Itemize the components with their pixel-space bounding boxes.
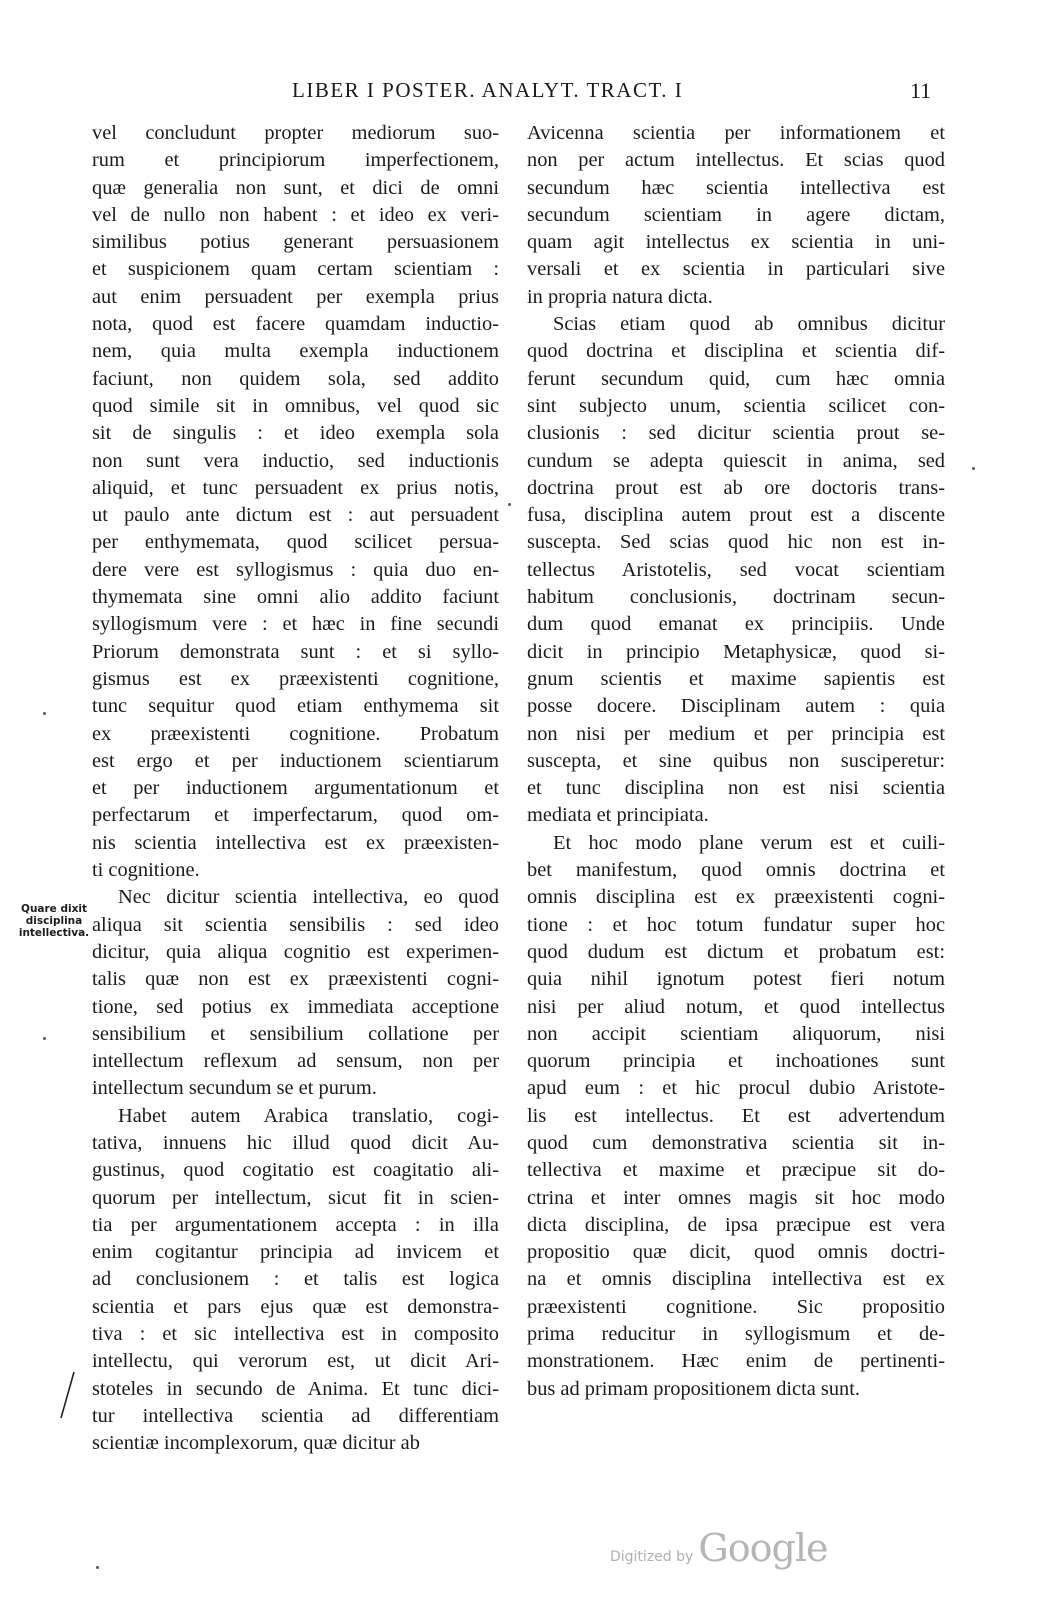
text-line: syllogismum vere : et hæc in fine secundi: [92, 613, 499, 636]
stray-speck: [96, 1566, 99, 1569]
text-line: rum et principiorum imperfectionem,: [92, 149, 499, 172]
text-line: versali et ex scientia in particulari sive: [527, 258, 945, 281]
text-line: bus ad primam propositionem dicta sunt.: [527, 1377, 861, 1400]
text-line: clusionis : sed dicitur scientia prout se-: [527, 422, 945, 445]
text-line: na et omnis disciplina intellectiva est ex: [527, 1268, 945, 1291]
text-line: Scias etiam quod ab omnibus dicitur: [553, 313, 945, 336]
marginal-note-line: disciplina: [25, 915, 83, 927]
left-column: [92, 120, 499, 1458]
text-line: nisi per aliud notum, et quod intellectus: [527, 995, 945, 1018]
text-line: quæ generalia non sunt, et dici de omni: [92, 176, 499, 199]
text-line: suscepta. Sed scias quod hic non est in-: [527, 531, 945, 554]
google-logo: Google: [698, 1526, 828, 1570]
text-line: tia per argumentationem accepta : in illa: [92, 1213, 499, 1236]
text-line: non per actum intellectus. Et scias quod: [527, 149, 945, 172]
text-line: secundum scientiam in agere dictam,: [527, 203, 945, 226]
text-line: tellectiva et maxime et præcipue sit do-: [527, 1159, 945, 1182]
text-line: secundum hæc scientia intellectiva est: [527, 176, 945, 199]
text-line: sint subjecto unum, scientia scilicet con-: [527, 394, 945, 417]
stray-speck: [43, 712, 46, 715]
text-line: tione, sed potius ex immediata acceptione: [92, 995, 499, 1018]
text-line: omnis disciplina est ex præexistenti cogni-: [527, 886, 945, 909]
text-line: gnum scientis et maxime sapientis est: [527, 667, 945, 690]
text-line: quia nihil ignotum potest fieri notum: [527, 968, 945, 991]
text-line: aut enim persuadent per exempla prius: [92, 285, 499, 308]
text-line: stoteles in secundo de Anima. Et tunc dici-: [92, 1377, 499, 1400]
text-line: et per inductionem argumentationum et: [92, 777, 499, 800]
text-line: quorum principia et inchoationes sunt: [527, 1050, 945, 1073]
running-header: [0, 78, 1055, 108]
text-line: aliqua sit scientia sensibilis : sed ideo: [92, 913, 499, 936]
text-line: prima reducitur in syllogismum et de-: [527, 1323, 945, 1346]
text-line: et suspicionem quam certam scientiam :: [92, 258, 499, 281]
text-line: tione : et hoc totum fundatur super hoc: [527, 913, 945, 936]
text-line: enim cogitantur principia ad invicem et: [92, 1241, 499, 1264]
text-line: intellectu, qui verorum est, ut dicit Ari-: [92, 1350, 499, 1373]
text-line: ex præexistenti cognitione. Probatum: [92, 722, 499, 745]
text-line: nem, quia multa exempla inductionem: [92, 340, 499, 363]
text-line: gustinus, quod cogitatio est coagitatio ali-: [92, 1159, 499, 1182]
text-line: ut paulo ante dictum est : aut persuadent: [92, 504, 499, 527]
text-line: tur intellectiva scientia ad differentiam: [92, 1404, 499, 1427]
text-line: ad conclusionem : et talis est logica: [92, 1268, 499, 1291]
text-line: propositio quæ dicit, quod omnis doctri-: [527, 1241, 945, 1264]
text-line: similibus potius generant persuasionem: [92, 231, 499, 254]
digitization-watermark: [610, 1526, 827, 1570]
text-line: intellectum reflexum ad sensum, non per: [92, 1050, 499, 1073]
text-line: scientiæ incomplexorum, quæ dicitur ab: [92, 1432, 420, 1455]
marginal-note: [14, 903, 94, 939]
text-line: tunc sequitur quod etiam enthymema sit: [92, 695, 499, 718]
text-line: thymemata sine omni alio addito faciunt: [92, 586, 499, 609]
text-line: faciunt, non quidem sola, sed addito: [92, 367, 499, 390]
text-line: dicit in principio Metaphysicæ, quod si-: [527, 640, 945, 663]
text-line: monstrationem. Hæc enim de pertinenti-: [527, 1350, 945, 1373]
text-line: tativa, innuens hic illud quod dicit Au-: [92, 1131, 499, 1154]
text-line: dere vere est syllogismus : quia duo en-: [92, 558, 499, 581]
text-line: vel concludunt propter mediorum suo-: [92, 122, 499, 144]
stray-pen-mark: [58, 1370, 78, 1420]
text-line: habitum conclusionis, doctrinam secun-: [527, 586, 945, 609]
text-line: tellectus Aristotelis, sed vocat scientiam: [527, 558, 945, 581]
text-line: est ergo et per inductionem scientiarum: [92, 749, 499, 772]
text-line: Nec dicitur scientia intellectiva, eo quod: [118, 886, 499, 909]
stray-speck: [972, 467, 975, 470]
text-line: posse docere. Disciplinam autem : quia: [527, 695, 945, 718]
text-line: intellectum secundum se et purum.: [92, 1077, 377, 1100]
text-line: dum quod emanat ex principiis. Unde: [527, 613, 945, 636]
text-line: Priorum demonstrata sunt : et si syllo-: [92, 640, 499, 663]
text-line: præexistenti cognitione. Sic propositio: [527, 1295, 945, 1318]
text-line: quod dudum est dictum et probatum est:: [527, 940, 945, 963]
text-line: non sunt vera inductio, sed inductionis: [92, 449, 499, 472]
text-line: dicitur, quia aliqua cognitio est experimen-: [92, 940, 499, 963]
text-line: quam agit intellectus ex scientia in uni-: [527, 231, 945, 254]
text-line: non accipit scientiam aliquorum, nisi: [527, 1022, 945, 1045]
text-line: Et hoc modo plane verum est et cuili-: [553, 831, 945, 854]
text-line: in propria natura dicta.: [527, 285, 713, 308]
text-line: cundum se adepta quiescit in anima, sed: [527, 449, 945, 472]
text-line: sit de singulis : et ideo exempla sola: [92, 422, 499, 445]
marginal-note-line: Quare dixit: [21, 903, 87, 915]
text-line: tiva : et sic intellectiva est in composito: [92, 1323, 499, 1346]
text-line: fusa, disciplina autem prout est a discente: [527, 504, 945, 527]
running-title: LIBER I POSTER. ANALYT. TRACT. I: [292, 78, 684, 102]
text-line: talis quæ non est ex præexistenti cogni-: [92, 968, 499, 991]
text-line: nota, quod est facere quamdam inductio-: [92, 313, 499, 336]
text-line: aliquid, et tunc persuadent ex prius notis,: [92, 476, 499, 499]
text-line: doctrina prout est ab ore doctoris trans-: [527, 476, 945, 499]
text-line: dicta disciplina, de ipsa præcipue est vera: [527, 1213, 945, 1236]
text-line: Avicenna scientia per informationem et: [527, 122, 945, 144]
text-line: gismus est ex præexistenti cognitione,: [92, 667, 499, 690]
page-number: 11: [910, 78, 932, 103]
text-line: bet manifestum, quod omnis doctrina et: [527, 859, 945, 882]
text-line: quod simile sit in omnibus, vel quod sic: [92, 394, 499, 417]
text-line: apud eum : et hic procul dubio Aristote-: [527, 1077, 945, 1100]
text-line: quod cum demonstrativa scientia sit in-: [527, 1131, 945, 1154]
text-line: suscepta, et sine quibus non susciperetur:: [527, 749, 945, 772]
text-line: ferunt secundum quid, cum hæc omnia: [527, 367, 945, 390]
stray-speck: [43, 1037, 46, 1040]
text-line: quod doctrina et disciplina et scientia dif-: [527, 340, 945, 363]
text-line: per enthymemata, quod scilicet persua-: [92, 531, 499, 554]
text-line: ti cognitione.: [92, 859, 200, 882]
marginal-note-line: intellectiva.: [18, 927, 90, 939]
text-line: Habet autem Arabica translatio, cogi-: [118, 1104, 499, 1127]
watermark-prefix: Digitized by: [610, 1549, 694, 1565]
text-line: sensibilium et sensibilium collatione per: [92, 1022, 499, 1045]
stray-speck: [508, 503, 511, 506]
text-line: lis est intellectus. Et est advertendum: [527, 1104, 945, 1127]
right-column: [527, 120, 945, 1403]
text-line: mediata et principiata.: [527, 804, 709, 827]
text-line: vel de nullo non habent : et ideo ex veri-: [92, 203, 499, 226]
text-line: non nisi per medium et per principia est: [527, 722, 945, 745]
text-line: nis scientia intellectiva est ex præexisten-: [92, 831, 499, 854]
text-line: perfectarum et imperfectarum, quod om-: [92, 804, 499, 827]
text-line: quorum per intellectum, sicut fit in scien-: [92, 1186, 499, 1209]
text-line: et tunc disciplina non est nisi scientia: [527, 777, 945, 800]
text-line: scientia et pars ejus quæ est demonstra-: [92, 1295, 499, 1318]
text-line: ctrina et inter omnes magis sit hoc modo: [527, 1186, 945, 1209]
